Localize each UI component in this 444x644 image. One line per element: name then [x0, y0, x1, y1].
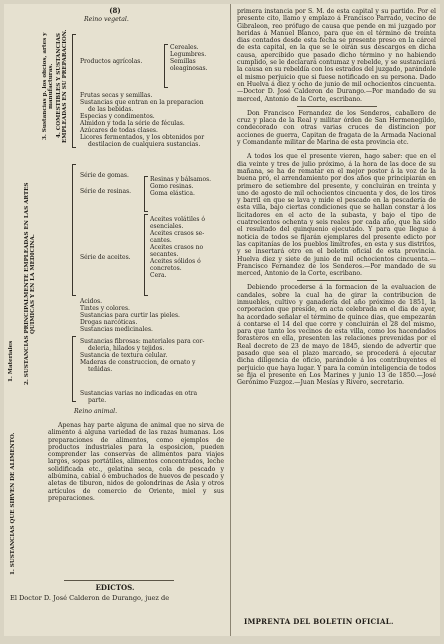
edictos-first-line: El Doctor D. José Calderon de Durango, juez de: [10, 594, 170, 602]
brace-2b: [144, 214, 148, 296]
page-marker: (8): [109, 6, 121, 15]
right-paragraph-4: Debiendo procederse á la formacion de la evaluacion de candales, sobre la cual ha de girar la contribucion de inmuebles, cultivo y ganadería del año próximo de 1851, la corporacion que preside, en acta celebrada en el dia de ayer, ha acordado señalar el término de quince dias, que empezarán á contarse el 14 del que corre y concluirán el 28 del mismo, para que tanto los vecinos de esta villa, como los hacendados forasteros en ella, presenten las relaciones prevenidas por el Real decreto de 23 de mayo de 1845, siendo de advertir que pasado que sea el plazo marcado, se procederá á ejecutar dicha diligencia de oficio, parándole á los contribuyentes el perjuicio que haya lugar. Y para la común inteligencia de todos se fija el presente en Los Marines y junio 13 de 1850.—José Gerónimo Fuzgoz.—Juan Mesías y Rivero, secretario.: [237, 284, 436, 387]
left-column: [4, 4, 226, 636]
section-label-3b: 4. COMESTIBLES Y SUSTANCIAS EMPLEADAS EN SU PREPARACION.: [56, 29, 69, 143]
tree-list: Acidos. Tintes y colores. Sustancias para curtir las pieles. Drogas narcóticas. Sustancias medicinales.: [80, 298, 180, 333]
tree-label: Productos agrícolas.: [80, 58, 143, 65]
tree-sublist: Aceites volátiles ó esenciales. Aceites crasos se- cantes. Aceites crasos no secantes. Aceites sólidos ó concretos. Cera.: [150, 216, 206, 279]
brace-1a: [164, 44, 168, 88]
tree-sublist: Resinas y bálsamos. Gomo resinas. Goma elástica.: [150, 176, 212, 197]
edictos-heading: EDICTOS.: [95, 583, 135, 592]
brace-2a: [144, 176, 148, 212]
section-heading-animal: Reino animal.: [74, 408, 118, 415]
divider: [297, 280, 377, 281]
brace-3: [72, 336, 76, 402]
tree-sublist: Cereales. Legumbres. Semillas oleaginosas.: [170, 44, 208, 72]
paragraph-animal: Apenas hay parte alguna de animal que no sirva de alimento á alguna variedad de las razas humanas. Los preparaciones de alimentos, como ejemplos de productos industriales para la esposicion, pueden comprender las conservas de alimentos para viajes largos, sopas portátiles, alimentos concentrados, leche solidificada etc., gelatina seca, cola de pescado y albúmina, cabial ó embuchados de huevos de pescado y aletas de tiburon, nidos de golondrinas de Asia y otros artículos de comercio de Oriente, miel y sus preparaciones.: [48, 422, 224, 502]
tree-list: Sustancias fibrosas: materiales para cor- deleria, hilados y tejidos. Sustancia de textura celular. Maderas de construccion, de ornato y teñidas.: [80, 338, 205, 373]
tree-list: Frutas secas y semillas. Sustancias que entran en la preparacion de las bebidas. Especias y condimentos. Almidon y toda la série de féculas. Azúcares de todas clases. Licores fermentados, y los obtenidos por destilacion de cualquiera sustancias.: [80, 92, 205, 148]
tree-list: Sustancias varias no indicadas en otra parte.: [80, 390, 198, 404]
tree-label: Série de gomas.: [80, 172, 129, 179]
document-page: [4, 4, 440, 636]
section-label-2: 2. SUSTANCIAS PRINCIPALMENTE EMPLEADAS EN LAS ARTES QUIMICAS Y EN LA MEDICINA.: [24, 182, 37, 386]
section-label-3: 3. Sustancias p. los oficios, artes y manufacturas.: [42, 32, 55, 140]
right-paragraph-1: primera instancia por S. M. de esta capital y su partido. Por el presente cito, llamo y emplazo á Francisco Parrado, vecino de Gibraleon, reo prófugo de causa que pende en mi juzgado por heridas á Manuel Blanco, para que en el término de treinta dias contados desde esta fecha se presente preso en la cárcel de esta capital, en la que se le oirán sus descargos en dicha causa, apercibido que pasado dicho término y no habiendo cumplido, se le declarará contumaz y rebelde, y se sustanciará la causa en su rebeldía con los estrados del juzgado, parándole el mismo perjuicio que si fuese notificado en su persona. Dado en Huelva á diez y ocho de junio de mil ochocientos cincuenta.—Doctor D. José Calderon de Durango.—Por mandado de su merced, Antonio de la Corte, escribano.: [237, 8, 436, 103]
right-paragraph-3: A todos los que el presente vieren, hago saber: que en el dia veinte y tres de julio próximo, á la hora de las doce de su mañana, se ha de rematar en el mejor postor á la voz de la buena pró, el arrendamiento por dos años que principiarán en primero de setiembre del presente, y concluirán en treinta y uno de agosto de mil ochocientos cincuenta y dos, de los tiros y barril en que se lava y mide el pescado en la pescadería de esta villa, bajo ciertas condiciones que se hallan constar á los licitadores en el acto de la subasta, y bajo el tipo de cuatrocientos ochenta y seis reales por cada año, que ha sido el resultado del quinquenio ejecutado. Y para que llegue á noticia de todos se fijarán ejemplares del presente edicto por las capitanías de los pueblos limítrofes, en esta y sus distritos, y se insertará otro en el boletin oficial de esta provincia. Huelva diez y siete de junio de mil ochocientos cincuenta.—Francisco Fernandez de los Senderos.—Por mandado de su merced, Antonio de la Corte, escribano.: [237, 153, 436, 278]
right-paragraph-2: Don Francisco Fernandez de los Senderos, caballero de cruz y placa de la Real y militar órden de San Hermenegildo, condecorado con otras varias cruces de distincion por acciones de guerra, Capitan de fragata de la Armada Nacional y Comandante militar de Marina de esta provincia etc.: [237, 109, 436, 147]
brace-2: [72, 164, 76, 296]
brace-1: [72, 34, 76, 148]
printer-imprint: IMPRENTA DEL BOLETIN OFICIAL.: [244, 617, 394, 626]
tree-label: Série de resinas.: [80, 188, 132, 195]
tree-label: Série de aceites.: [80, 254, 131, 261]
divider: [297, 149, 377, 150]
section-label-1-materials: 1. Materiales: [8, 340, 14, 383]
right-column: [230, 4, 440, 636]
divider: [297, 106, 377, 107]
section-label-1-alimento: 1. SUSTANCIAS QUE SIRVEN DE ALIMENTO.: [10, 432, 16, 576]
divider: [64, 580, 174, 581]
section-heading-vegetal: Reino vegetal.: [84, 16, 129, 23]
